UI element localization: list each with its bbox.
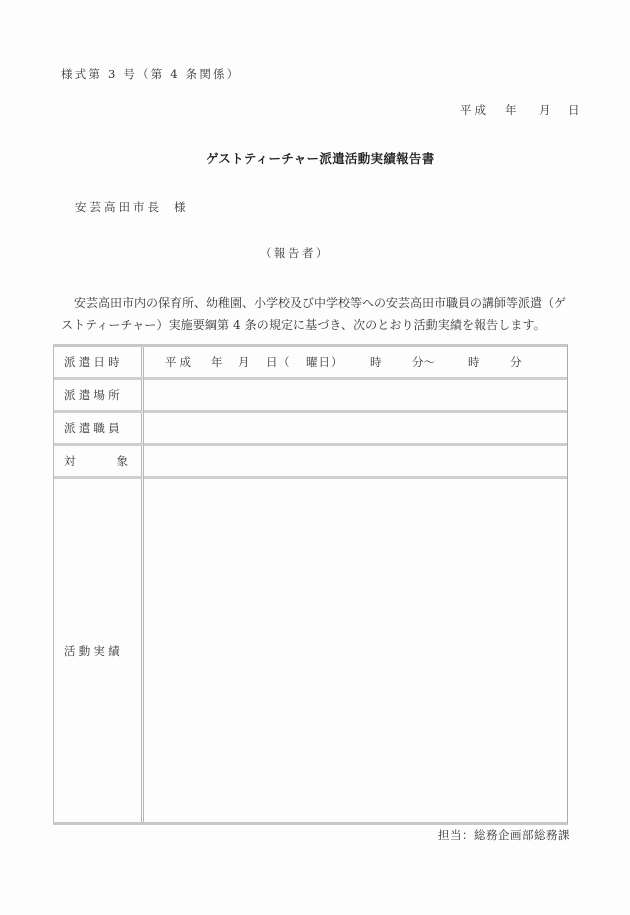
field-dispatch-location[interactable] bbox=[144, 377, 567, 410]
dt-day: 日 bbox=[266, 355, 278, 369]
body-paragraph bbox=[61, 292, 571, 336]
field-dispatch-datetime[interactable] bbox=[144, 347, 567, 377]
table-row-dispatch-staff bbox=[54, 410, 567, 443]
label-dispatch-location: 派遣場所 bbox=[54, 377, 144, 410]
table-row-activity-results bbox=[54, 476, 567, 822]
addressee-honorific: 様 bbox=[174, 200, 189, 214]
body-line-2: ストティーチャー）実施要綱第 4 条の規定に基づき、次のとおり活動実績を報告します。 bbox=[61, 318, 546, 332]
form-number: 様式第 3 号（第 4 条関係） bbox=[61, 67, 241, 81]
table-row-dispatch-datetime bbox=[54, 347, 567, 377]
addressee-name: 安芸高田市長 bbox=[75, 200, 162, 214]
dt-open-paren: （ bbox=[278, 355, 290, 369]
dt-month: 月 bbox=[238, 355, 250, 369]
dt-era: 平成 bbox=[165, 355, 194, 369]
label-dispatch-staff: 派遣職員 bbox=[54, 410, 144, 443]
label-dispatch-datetime: 派遣日時 bbox=[54, 347, 144, 377]
field-target[interactable] bbox=[144, 443, 567, 476]
dt-minute-end: 分 bbox=[510, 355, 522, 369]
submission-date bbox=[460, 102, 580, 118]
dt-minute-start: 分〜 bbox=[412, 355, 435, 369]
body-line-1: 安芸高田市内の保育所、幼稚園、小学校及び中学校等への安芸高田市職員の講師等派遣（ゲ bbox=[74, 296, 567, 310]
date-era: 平成 bbox=[460, 103, 489, 117]
field-dispatch-staff[interactable] bbox=[144, 410, 567, 443]
dt-year: 年 bbox=[211, 355, 223, 369]
date-year: 年 bbox=[505, 103, 517, 117]
dt-hour-end: 時 bbox=[468, 355, 480, 369]
addressee bbox=[75, 199, 189, 215]
table-row-target bbox=[54, 443, 567, 476]
report-table bbox=[53, 344, 568, 825]
label-target-part-2: 象 bbox=[116, 454, 128, 468]
date-day: 日 bbox=[568, 103, 580, 117]
label-target bbox=[54, 443, 144, 476]
label-activity-results: 活動実績 bbox=[54, 476, 144, 822]
table-row-dispatch-location bbox=[54, 377, 567, 410]
field-activity-results[interactable] bbox=[144, 476, 567, 822]
reporter-label: （報告者） bbox=[260, 246, 330, 260]
date-month: 月 bbox=[539, 103, 551, 117]
dt-hour-start: 時 bbox=[370, 355, 382, 369]
dt-weekday: 曜日） bbox=[306, 355, 344, 369]
label-target-part-1: 対 bbox=[64, 454, 76, 468]
document-title: ゲストティーチャー派遣活動実績報告書 bbox=[206, 151, 435, 166]
contact-department: 担当：総務企画部総務課 bbox=[438, 828, 570, 842]
